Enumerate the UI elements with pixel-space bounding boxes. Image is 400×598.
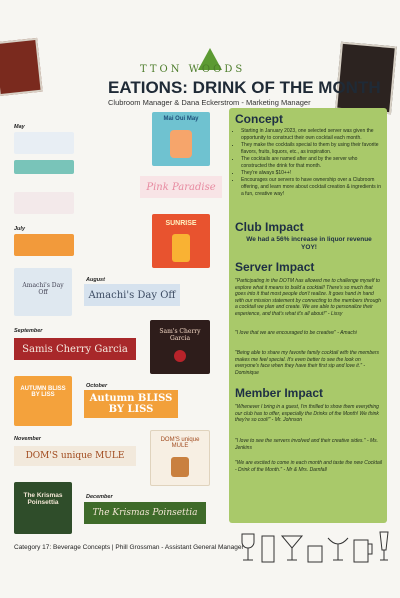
krismas-thumb-label: The Krismas Poinsettia [23, 492, 63, 506]
cocktail-glass-icon [170, 130, 192, 158]
thumb-sunrise [152, 214, 210, 268]
rocks-glass-icon [308, 546, 322, 562]
member-quote: "I love to see the servers involved and their creative sides." - Ms. Jenkins [235, 438, 379, 451]
cherry-thumb-label: Sam's Cherry Garcia [159, 328, 201, 342]
page-title: EATIONS: DRINK OF THE MONTH [108, 78, 381, 97]
member-quote: "Whenever I bring in a guest, I'm thrilled to show them everything our club has to offer, especially the Drinks of the Month! We think they're so cool!" - Mr. Johnson [235, 404, 379, 424]
month-label-august: August [86, 277, 105, 283]
month-label-november: November [14, 436, 41, 442]
concept-bullet: • The cocktails are named after and by the server who constructed the drink for that month. [241, 156, 383, 170]
server-quote: "I love that we are encouraged to be creative" - Amachi [235, 330, 357, 336]
banner-autumn-bliss: Autumn BLISS BY LISS [84, 390, 178, 418]
club-logo [140, 48, 280, 78]
doms-thumb-label: DOM'S unique MULE [160, 437, 200, 449]
autumn-thumb-label: AUTUMN BLISS BY LISS [20, 386, 66, 398]
banner-samis-cherry-garcia: Samis Cherry Garcia [14, 338, 136, 360]
cherry-icon [174, 350, 186, 362]
concept-list [233, 128, 383, 198]
logo-text: TTON WOODS [140, 64, 246, 75]
server-impact-heading: Server Impact [235, 260, 315, 274]
banner-doms-mule: DOM'S unique MULE [14, 446, 136, 466]
sunrise-label: SUNRISE [165, 220, 197, 227]
page-subtitle: Clubroom Manager & Dana Eckerstrom - Marketing Manager [108, 98, 311, 107]
month-label-july: July [14, 226, 26, 232]
thumb-doms-mule [150, 430, 210, 486]
server-quote: "Participating in the DOTM has allowed me to challenge myself to explore what it means to build a cocktail! There's so much that goes into it that most people don't realize. It goes hand in hand with our mission statement by connecting to the members through a cocktail we plan and create. We are able to personalize their experience, and that's what it's all about!" - Lissy [235, 278, 381, 317]
glassware-sketch [236, 526, 396, 568]
server-quote: "Being able to share my favorite family cocktail with the members makes me feel special. It's even better to see the look on everyone's face when they have their first sip and love it." - Dominique [235, 350, 380, 376]
banner-amachis-day-off: Amachi's Day Off [84, 284, 180, 306]
thumb-amachi [14, 268, 72, 316]
banner-krismas-poinsettia: The Krismas Poinsettia [84, 502, 206, 524]
coupe-glass-icon [328, 538, 348, 560]
martini-glass-icon [282, 536, 302, 560]
month-label-may: May [14, 124, 25, 130]
month-label-september: September [14, 328, 43, 334]
banner-pink-paradise: Pink Paradise [140, 176, 222, 198]
mule-mug-icon [171, 457, 189, 477]
sunrise-glass-icon [172, 234, 190, 262]
concept-bullet: • Encourages our servers to have ownership over a Clubroom offering, and learn more about cocktail creation & ingredients in a fun, creative way! [241, 177, 383, 198]
concept-bullet: • They're always $10++! [241, 170, 383, 177]
thumb-july [14, 234, 74, 256]
concept-bullet: • Starting in January 2023, one selected server was given the opportunity to construct their own cocktail each month. [241, 128, 383, 142]
month-label-october: October [86, 383, 108, 389]
mug-icon [354, 540, 368, 562]
mug-handle-icon [368, 544, 372, 554]
highball-glass-icon [262, 536, 274, 562]
concept-heading: Concept [235, 112, 283, 126]
footer-credit: Category 17: Beverage Concepts | Phill Grossman - Assistant General Manager [14, 544, 244, 551]
info-panel [229, 108, 387, 523]
mai-oui-may-label: Mai Oui May [163, 116, 199, 122]
thumb-may-b [14, 160, 74, 174]
amachi-thumb-label: Amachi's Day Off [22, 282, 64, 296]
cocktail-photo-left [0, 38, 43, 96]
thumb-krismas [14, 482, 72, 534]
member-impact-heading: Member Impact [235, 386, 324, 400]
concept-bullet: • They make the cocktails special to them by using their favorite flavors, fruits, liquors, etc., as inspiration. [241, 142, 383, 156]
thumb-autumn-bliss [14, 376, 72, 426]
member-quote: "We are excited to come in each month and taste the new Cocktail - Drink of the Month." - Mr & Mrs. Darnfall [235, 460, 383, 473]
thumb-cherry-garcia [150, 320, 210, 374]
flute-glass-icon [380, 532, 388, 560]
thumb-mai-oui-may [152, 112, 210, 166]
club-impact-heading: Club Impact [235, 220, 304, 234]
thumb-june [14, 192, 74, 214]
thumb-may-a [14, 132, 74, 154]
club-impact-text: We had a 56% increase in liquor revenue YOY! [246, 236, 372, 251]
month-label-december: December [86, 494, 113, 500]
